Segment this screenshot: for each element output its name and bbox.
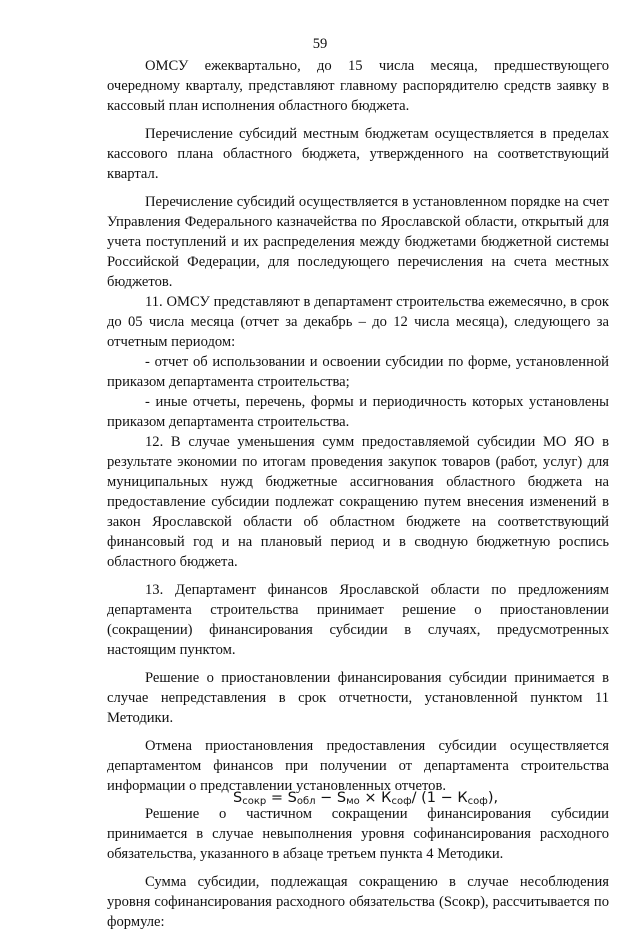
paragraph-suspension-cancel: Отмена приостановления предоставления субсидии осуществляется департаментом финансов при получении от департамента строительства информации о представлении установленных отчетов.	[107, 738, 609, 794]
formula-subscript: сокр	[242, 796, 267, 807]
paragraph-suspension-decision: Решение о приостановлении финансирования субсидии принимается в случае непредставления в срок отчетности, установленной пунктом 11 Методики.	[107, 670, 609, 726]
formula-operator: / (1 −	[411, 790, 458, 806]
page-number: 59	[312, 36, 328, 52]
formula-subscript: соф	[391, 796, 412, 807]
paragraph-partial-reduction: Решение о частичном сокращении финансирования субсидии принимается в случае невыполнения уровня софинансирования расходного обязательства, указанного в абзаце третьем пункта 4 Методики.	[107, 806, 609, 862]
formula-subscript: мо	[346, 796, 360, 807]
paragraph-other-reports: - иные отчеты, перечень, формы и периодичность которых установлены приказом департамента строительства.	[107, 394, 609, 430]
reduction-formula	[233, 788, 498, 812]
formula-subscript: соф	[467, 796, 488, 807]
paragraph-item-11: 11. ОМСУ представляют в департамент строительства ежемесячно, в срок до 05 числа месяца (отчет за декабрь – до 12 числа месяца), следующего за отчетным периодом:	[107, 294, 609, 350]
formula-operator: =	[266, 790, 288, 806]
formula-symbol: S	[233, 790, 243, 806]
formula-symbol: S	[287, 790, 297, 806]
paragraph-item-12: 12. В случае уменьшения сумм предоставляемой субсидии МО ЯО в результате экономии по итогам проведения закупок товаров (работ, услуг) для муниципальных нужд бюджетные ассигнования областного бюджета на предоставление субсидии подлежат сокращению путем внесения изменений в закон Ярославской области об областном бюджете на соответствующий финансовый год и на плановый период и в сводную бюджетную роспись областного бюджета.	[107, 434, 609, 570]
formula-symbol: К	[457, 790, 468, 806]
paragraph-reduction-amount: Сумма субсидии, подлежащая сокращению в случае несоблюдения уровня софинансирования расходного обязательства (Sсокр), рассчитывается по формуле:	[107, 874, 609, 930]
formula-operator: ×	[359, 790, 382, 806]
paragraph-item-13: 13. Департамент финансов Ярославской области по предложениям департамента строительства принимает решение о приостановлении (сокращении) финансирования субсидии в случаях, предусмотренных настоящим пунктом.	[107, 582, 609, 658]
formula-symbol: S	[336, 790, 347, 806]
formula-symbol: К	[381, 790, 392, 806]
paragraph-report-form: - отчет об использовании и освоении субсидии по форме, установленной приказом департамента строительства;	[107, 354, 609, 390]
formula-subscript: обл	[296, 796, 316, 807]
paragraph-quarterly-request: ОМСУ ежеквартально, до 15 числа месяца, предшествующего очередному кварталу, представляют главному распорядителю средств заявку в кассовый план исполнения областного бюджета.	[107, 58, 609, 114]
paragraph-transfer-limits: Перечисление субсидий местным бюджетам осуществляется в пределах кассового плана областного бюджета, утвержденного на соответствующий квартал.	[107, 126, 609, 182]
formula-operator: ),	[487, 790, 499, 806]
formula-operator: −	[315, 790, 337, 806]
paragraph-transfer-account: Перечисление субсидий осуществляется в установленном порядке на счет Управления Федерального казначейства по Ярославской области, открытый для учета поступлений и их распределения между бюджетами бюджетной системы Российской Федерации, для последующего перечисления на счета местных бюджетов.	[107, 194, 609, 290]
